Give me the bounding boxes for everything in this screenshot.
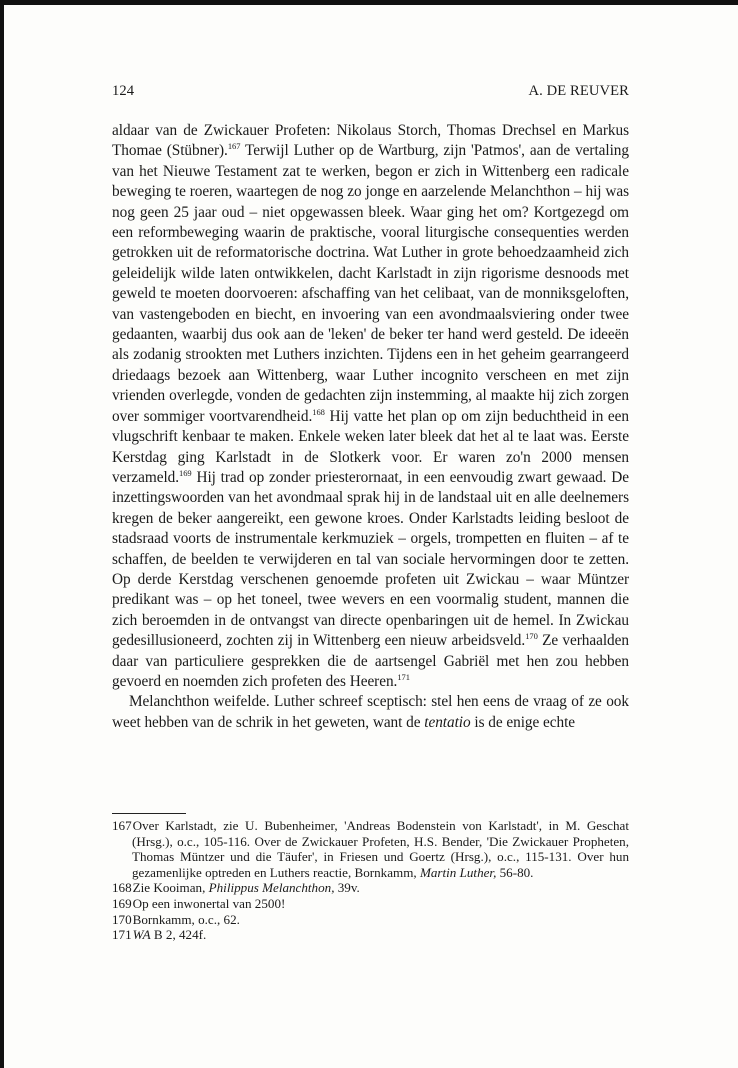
paragraph-1-text-2: Terwijl Luther op de Wartburg, zijn 'Patmos', aan de vertaling van het Nieuwe Testament zat te werken, begon er zich in Wittenberg een radicale beweging te roeren, waartegen de nog zo jonge en aarzelende Melanchthon – hij was nog geen 25 jaar oud – niet opgewassen bleek. Waar ging het om? Kortgezegd om een reformbeweging waarin de praktische, vooral liturgische consequenties werden getrokken uit de reformatorische doctrina. Wat Luther in grote behoedzaamheid zich geleidelijk wilde laten ontwikkelen, dacht Karlstadt in zijn rigorisme desnoods met geweld te moeten doorvoeren: afschaffing van het celibaat, van de monniksgeloften, van vastengeboden en biecht, en invoering van een avondmaalsviering onder twee gedaanten, waarbij dus ook aan de 'leken' de beker ter hand werd gesteld. De ideeën als zodanig strookten met Luthers inzichten. Tijdens een in het geheim gearrangeerd driedaags bezoek aan Wittenberg, waar Luther incognito verscheen en met zijn vrienden overlegde, vonden de gedachten zijn instemming, al maakte hij zich zorgen over sommiger voortvarendheid. bbox=[112, 142, 629, 425]
footnote-text: Zie Kooiman, bbox=[132, 880, 209, 896]
footnote-171 bbox=[112, 927, 629, 943]
running-title: A. DE REUVER bbox=[528, 83, 629, 99]
footnote-text-end: B 2, 424f. bbox=[150, 927, 207, 943]
paragraph-2-emphasis: tentatio bbox=[424, 713, 471, 731]
paragraph-1-text-1: aldaar van de Zwickauer Profeten: Nikolaus Storch, Thomas Drechsel en Markus Thomae (Stübner). bbox=[112, 122, 629, 160]
footnote-170 bbox=[112, 912, 629, 928]
footnote-ref-167: 167 bbox=[227, 141, 241, 152]
running-header bbox=[112, 83, 629, 100]
footnote-169 bbox=[112, 896, 629, 912]
page-number: 124 bbox=[112, 83, 135, 99]
footnotes bbox=[112, 818, 629, 943]
footnote-text: Over Karlstadt, zie U. Bubenheimer, 'Andreas Bodenstein von Karlstadt', in M. Geschat (Hrsg.), o.c., 105-116. Over de Zwickauer Profeten, H.S. Bender, 'Die Zwickauer Propheten, Thomas Müntzer und die Täufer', in Friesen und Goertz (Hrsg.), o.c., 115-131. Over hun gezamenlijke optreden en Luthers reactie, Bornkamm, bbox=[132, 818, 629, 880]
footnote-168 bbox=[112, 880, 629, 896]
footnote-number: 168 bbox=[112, 880, 132, 896]
page-left-border bbox=[0, 0, 4, 1068]
paragraph-2 bbox=[112, 692, 629, 733]
footnote-number: 171 bbox=[112, 927, 132, 943]
footnote-emphasis: Philippus Melanchthon, bbox=[208, 880, 335, 896]
paragraph-1 bbox=[112, 121, 629, 692]
body-text bbox=[112, 121, 629, 733]
footnote-number: 167 bbox=[112, 818, 132, 833]
footnote-ref-169: 169 bbox=[179, 467, 192, 478]
footnote-emphasis: WA bbox=[132, 927, 151, 943]
footnote-emphasis: Martin Luther, bbox=[419, 864, 497, 880]
paragraph-2-text-1: Melanchthon weifelde. Luther schreef sceptisch: stel hen eens de vraag of ze ook weet hebben van de schrik in het geweten, want de bbox=[112, 693, 629, 731]
footnote-ref-168: 168 bbox=[312, 406, 325, 417]
footnote-text: Op een inwonertal van 2500! bbox=[132, 895, 286, 911]
paragraph-1-text-3: Hij vatte het plan op om zijn beduchtheid in een vlugschrift kenbaar te maken. Enkele weken later bleek dat het al te laat was. Eerste Kerstdag ging Karlstadt in de Slotkerk voor. Er waren zo'n 2000 mensen verzameld. bbox=[112, 407, 630, 486]
footnote-text: Bornkamm, o.c., 62. bbox=[132, 911, 240, 927]
footnote-ref-171: 171 bbox=[397, 671, 410, 682]
footnote-text-end: 56-80. bbox=[496, 864, 534, 880]
footnote-number: 169 bbox=[112, 895, 132, 911]
footnote-text-end: 39v. bbox=[334, 880, 360, 896]
paragraph-1-text-5: Ze verhaalden daar van particuliere gesprekken die de aartsengel Gabriël met hen zou hebben gevoerd en noemden zich profeten des Heeren. bbox=[112, 632, 629, 690]
footnote-167 bbox=[112, 818, 629, 880]
paragraph-2-text-2: is de enige echte bbox=[470, 713, 576, 731]
footnote-ref-170: 170 bbox=[525, 631, 538, 642]
paragraph-1-text-4: Hij trad op zonder priesterornaat, in een eenvoudig zwart gewaad. De inzettingswoorden van het avondmaal sprak hij in de landstaal uit en alle deelnemers kregen de beker aangereikt, een gewone kroes. Onder Karlstadts leiding besloot de stadsraad voorts de instrumentale kerkmuziek – orgels, trompetten en fluiten – af te schaffen, de beelden te verwijderen en tal van sociale hervormingen door te zetten. Op derde Kerstdag verschenen genoemde profeten uit Zwickau – waar Müntzer predikant was – op het toneel, twee wevers en een voormalig student, mannen die zich beroemden in de ontvangst van directe openbaringen uit de hemel. In Zwickau gedesillusioneerd, zochten zij in Wittenberg een nieuw arbeidsveld. bbox=[112, 468, 629, 650]
footnote-separator bbox=[112, 813, 186, 814]
page-top-border bbox=[0, 0, 738, 5]
footnote-number: 170 bbox=[112, 911, 132, 927]
